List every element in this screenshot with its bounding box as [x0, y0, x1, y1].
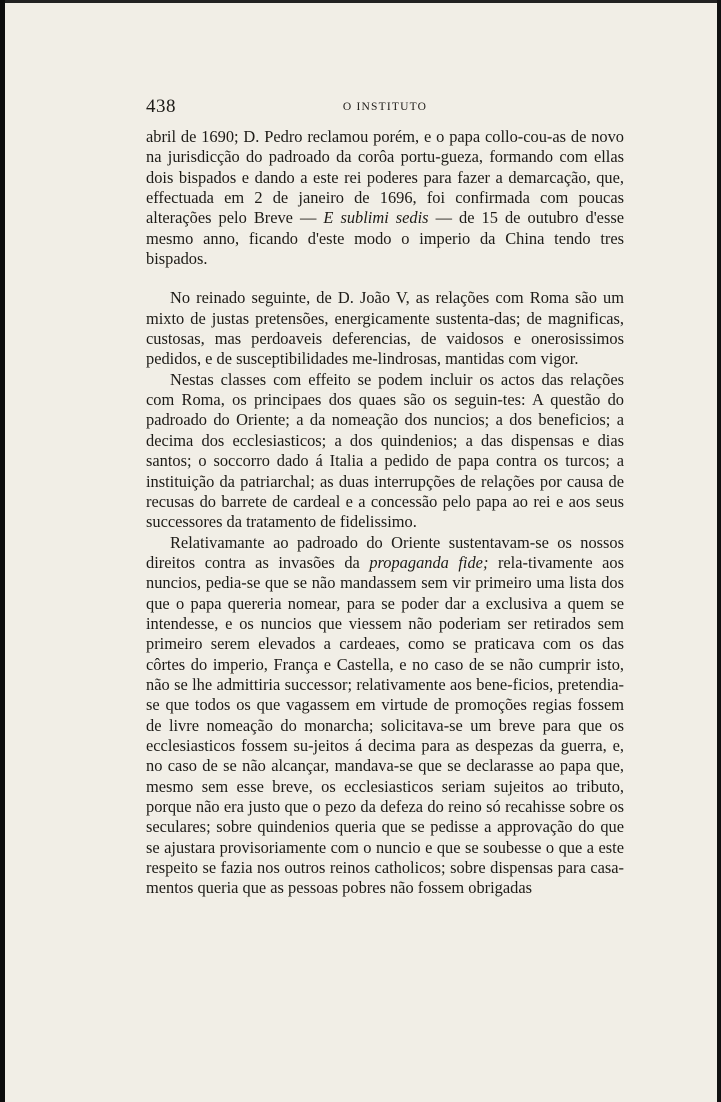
running-head: O INSTITUTO: [342, 101, 428, 113]
paragraph-2: No reinado seguinte, de D. João V, as relações com Roma são um mixto de justas pretensões, energicamente sustenta-das; de magnificas, custosas, mas perdoaveis deferencias, de vaidosos e onerosissimos pedidos, e de susceptibilidades me-lindrosas, mantidas com vigor.: [146, 288, 624, 369]
paragraph-1: [146, 127, 624, 269]
paragraph-4: [146, 533, 624, 899]
paragraph-1-text-a: abril de 1690; D. Pedro reclamou porém, e o papa collo-cou-as de novo na jurisdicção do padroado da corôa portu-gueza, formando com ellas dois bispados e dando a este rei poderes para fazer a demarcação, que, effectuada em 2 de janeiro de 1696, foi confirmada com poucas alterações pelo Breve —: [146, 127, 624, 228]
page-header: [146, 96, 624, 120]
page-number: 438: [146, 96, 176, 117]
paragraph-1-text-b: — de 15 de outubro d'esse mesmo anno, ficando d'este modo o imperio da China tendo tres bispados.: [146, 208, 624, 269]
paragraph-4-text-a: Relativamante ao padroado do Oriente sustentavam-se os nossos direitos contra as invasões da: [146, 532, 624, 572]
paragraph-4-italic: propaganda fide;: [369, 552, 489, 572]
paragraph-4-text-b: rela-tivamente aos nuncios, pedia-se que se não mandassem sem vir primeiro uma lista dos que o papa quereria nomear, para se poder dar a exclusiva a quem se intendesse, e os nuncios que viessem não poderiam ser retirados sem primeiro serem elevados a cardeaes, como se praticava com os das côrtes do imperio, França e Castella, e no caso de se não cumprir isto, não se lhe admittiria successor; relativamente aos bene-ficios, pretendia-se que todos os que vagassem em virtude de promoções regias fossem de livre nomeação do monarcha; solicitava-se um breve para que os ecclesiasticos fossem su-jeitos á decima para as despezas da guerra, e, no caso de se não alcançar, mandava-se que se declarasse ao papa que, mesmo sem esse breve, os ecclesiasticos seriam sujeitos ao tributo, porque não era justo que o pezo da defeza do reino só recahisse sobre os seculares; sobre quindenios queria que se pedisse a approvação do que se ajustara provisoriamente com o nuncio e que se soubesse o que a este respeito se fazia nos outros reinos catholicos; sobre dispensas para casa-mentos queria que as pessoas pobres não fossem obrigadas: [146, 552, 624, 898]
paragraph-3: Nestas classes com effeito se podem incluir os actos das relações com Roma, os principaes dos quaes são os seguin-tes: A questão do padroado do Oriente; a da nomeação dos nuncios; a dos beneficios; a decima dos ecclesiasticos; a dos quindenios; a das dispensas e dias santos; o soccorro dado á Italia a pedido de papa contra os turcos; a instituição da patriarchal; as duas interrupções de relações por causa de recusas do barrete de cardeal e a concessão pelo papa ao rei e aos seus successores da tratamento de fidelissimo.: [146, 369, 624, 532]
body-text: [146, 127, 624, 899]
paragraph-1-italic: E sublimi sedis: [323, 208, 429, 228]
